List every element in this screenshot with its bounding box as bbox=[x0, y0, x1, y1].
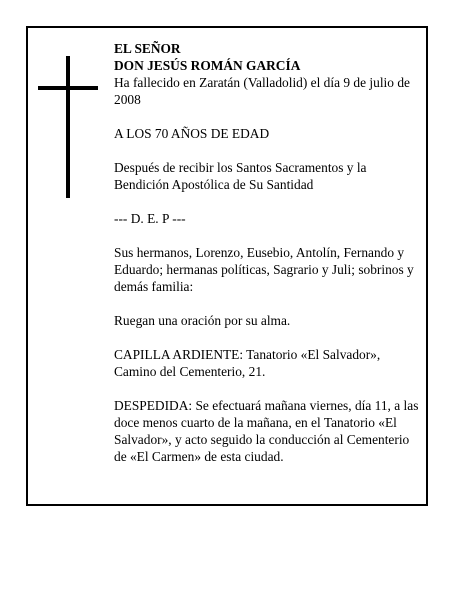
sacraments-line: Después de recibir los Santos Sacramentos y la Bendición Apostólica de Su Santidad bbox=[114, 160, 367, 192]
obituary-notice bbox=[26, 26, 428, 506]
deceased-name: DON JESÚS ROMÁN GARCÍA bbox=[114, 58, 301, 73]
age-line: A LOS 70 AÑOS DE EDAD bbox=[114, 126, 270, 141]
family-line: Sus hermanos, Lorenzo, Eusebio, Antolín, Fernando y Eduardo; hermanas políticas, Sagrario y Juli; sobrinos y demás familia: bbox=[114, 245, 414, 294]
passing-details: Ha fallecido en Zaratán (Valladolid) el día 9 de julio de 2008 bbox=[114, 75, 410, 107]
farewell-line: DESPEDIDA: Se efectuará mañana viernes, día 11, a las doce menos cuarto de la mañana, en el Tanatorio «El Salvador», y acto seguido la conducción al Cementerio de «El Carmen» de esta ciudad. bbox=[114, 398, 419, 464]
prayer-line: Ruegan una oración por su alma. bbox=[114, 313, 291, 328]
notice-content bbox=[114, 40, 424, 465]
notice-title-line-1: EL SEÑOR bbox=[114, 41, 181, 56]
chapel-line: CAPILLA ARDIENTE: Tanatorio «El Salvador», Camino del Cementerio, 21. bbox=[114, 347, 381, 379]
cross-vertical-bar bbox=[66, 56, 70, 198]
cross-horizontal-bar bbox=[38, 86, 98, 90]
rip-line: --- D. E. P --- bbox=[114, 211, 186, 226]
